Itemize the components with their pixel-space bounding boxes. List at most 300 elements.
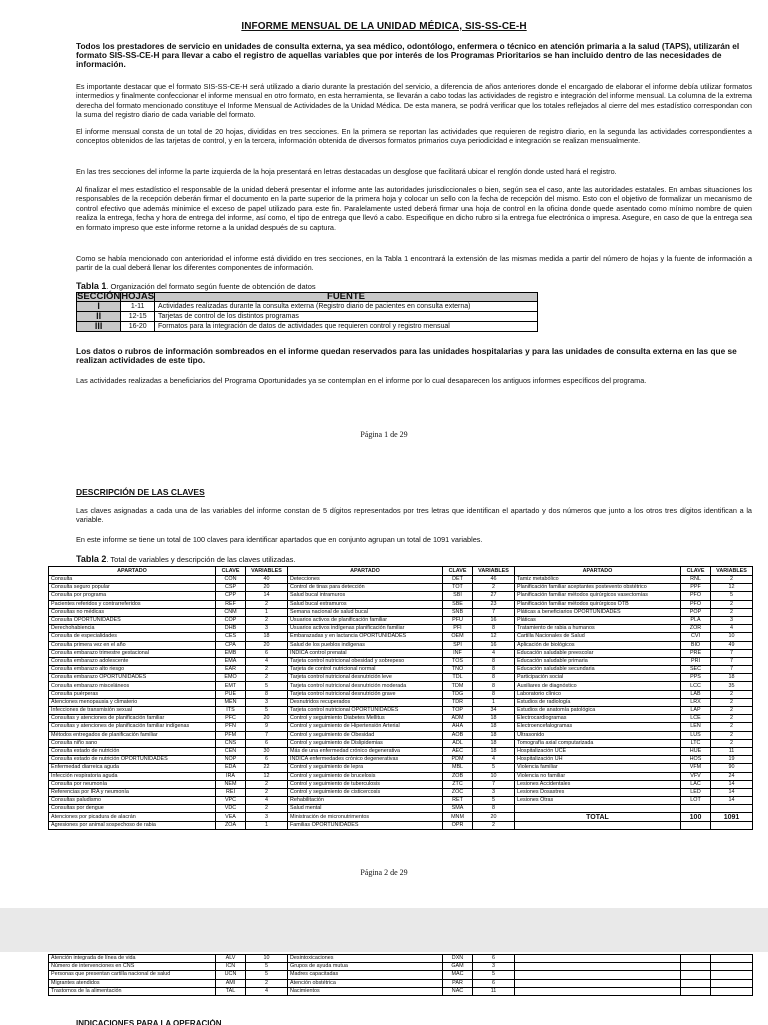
table2-cell: CNS — [216, 739, 246, 747]
table3-cell: 5 — [246, 971, 288, 979]
table2-cell: VEA — [216, 813, 246, 821]
table2-cell: CSP — [216, 584, 246, 592]
table2-cell: 90 — [711, 764, 753, 772]
table2-cell: TOT — [443, 584, 473, 592]
table3-cell: 11 — [473, 987, 515, 995]
table2-cell: MEN — [216, 698, 246, 706]
table2-cell: 4 — [246, 797, 288, 805]
table2-cell — [681, 821, 711, 829]
table2-cell: Estudios de radiología — [515, 698, 681, 706]
table2-row — [49, 698, 753, 706]
table2-cell: Auxiliares de diagnóstico — [515, 682, 681, 690]
document-title: INFORME MENSUAL DE LA UNIDAD MÉDICA, SIS-SS-CE-H — [241, 21, 527, 32]
table2-cell: VPC — [216, 797, 246, 805]
table2-cell: 23 — [473, 600, 515, 608]
table3-cell: Atención integrada de línea de vida — [49, 955, 216, 963]
table2-cell: SPI — [443, 641, 473, 649]
table2-cell: Consultas por dengue — [49, 805, 216, 813]
table2-cell: 5 — [246, 682, 288, 690]
table2-row — [49, 797, 753, 805]
table3-cell — [711, 955, 753, 963]
page-number-2: Página 2 de 29 — [360, 868, 408, 877]
table2-cell: Usuarios activos de planificación familiar — [288, 616, 443, 624]
table2-header: VARIABLES — [473, 567, 515, 576]
table2-cell: Tarjeta control nutricional obesidad y sobrepeso — [288, 657, 443, 665]
table3-cell: 2 — [246, 979, 288, 987]
table2-cell: 20 — [246, 641, 288, 649]
table2-cell: 8 — [473, 674, 515, 682]
table2-cell: Participación social — [515, 674, 681, 682]
table2-cell: Planificación familiar métodos quirúrgicos OTB — [515, 600, 681, 608]
table2-cell: TOP — [443, 707, 473, 715]
table2-row — [49, 666, 753, 674]
table2-header: CLAVE — [443, 567, 473, 576]
table2-cell: 18 — [246, 633, 288, 641]
table2-cell: Tomografía axial computarizada — [515, 739, 681, 747]
table3-cell: Migrantes atendidos — [49, 979, 216, 987]
table2-cell: NEM — [216, 780, 246, 788]
table2-cell: MBL — [443, 764, 473, 772]
table2-cell: LUS — [681, 731, 711, 739]
table2-cell: Infección respiratoria aguda — [49, 772, 216, 780]
table2-cell: Pláticas a beneficiarios OPORTUNIDADES — [515, 608, 681, 616]
table2-header: APARTADO — [49, 567, 216, 576]
table2-cell: Detecciones — [288, 576, 443, 584]
table3-cell — [681, 971, 711, 979]
table2-cell: Atenciones por picadura de alacrán — [49, 813, 216, 821]
table2-cell: DET — [443, 576, 473, 584]
table2-cell: 100 — [681, 813, 711, 821]
table1-caption: . Organización del formato según fuente de obtención de datos — [106, 282, 316, 291]
paragraph-1: Es importante destacar que el formato SIS-SS-CE-H será utilizado a diario durante la prestación del servicio, a diferencia de años anteriores donde el encargado de elaborar el informe debía utilizar formatos intermedios y finalmente confeccionar el informe mensual en otro formato, en esta herramienta, se llevarán a cabo todas las actividades de registro e integración del informe mensual. La columna de la extrema derecha del formato mencionado constituye el Informe Mensual de Actividades de la Unidad Médica. De esta manera, se podrá verificar que los totales reflejados al cierre del mes estadístico correspondan con la suma del registro diario de cada variable del formato. — [76, 82, 752, 120]
table3-cell: Desintoxicaciones — [288, 955, 443, 963]
table2-cell: 9 — [246, 723, 288, 731]
table2-header-row — [49, 567, 753, 576]
table2-cell: 18 — [473, 731, 515, 739]
table2-cell: 12 — [711, 584, 753, 592]
paragraph-2: El informe mensual consta de un total de 20 hojas, divididas en tres secciones. En la primera se reportan las actividades que requieren de registro diario, en la segunda las actividades correspondientes a conceptos obtenidos de las tarjetas de control, y en la tercera, información obtenida de diversos formatos primarios cuya periodicidad e integración se realizan mensualmente. — [76, 127, 752, 146]
table2-cell: PFI — [443, 625, 473, 633]
table2-cell: TOS — [443, 657, 473, 665]
table2-cell: PRI — [681, 657, 711, 665]
table2-cell: Semana nacional de salud bucal — [288, 608, 443, 616]
table2-cell: ZOB — [443, 772, 473, 780]
table2-cell: Control y seguimiento de Dislipidemias — [288, 739, 443, 747]
table2-cell: 8 — [473, 657, 515, 665]
table2-cell: Control y seguimiento de tuberculosis — [288, 780, 443, 788]
table2-cell: PFO — [681, 592, 711, 600]
table1-cell: 1-11 — [121, 302, 155, 312]
shaded-data-note: Los datos o rubros de información sombreados en el informe quedan reservados para las unidades hospitalarias y para las unidades de consulta externa en las que se realizan actividades de este tipo. — [76, 346, 737, 365]
table2-row — [49, 584, 753, 592]
table2-cell: CVI — [681, 633, 711, 641]
table2-row — [49, 772, 753, 780]
table2-cell: Salud bucal extramuros — [288, 600, 443, 608]
table3-cell — [711, 963, 753, 971]
table2-cell: 3 — [473, 788, 515, 796]
table3-cell — [711, 971, 753, 979]
table2-cell: INF — [443, 649, 473, 657]
table3-cell — [711, 987, 753, 995]
table2-header: VARIABLES — [246, 567, 288, 576]
table2-cell: 5 — [473, 764, 515, 772]
table2-cell: EMO — [216, 674, 246, 682]
table2-cell: EAR — [216, 666, 246, 674]
table2-body — [49, 576, 753, 830]
table2-cell: 46 — [473, 576, 515, 584]
table3-cell: Trastornos de la alimentación — [49, 987, 216, 995]
table3-cell — [711, 979, 753, 987]
table2-cell: 7 — [711, 649, 753, 657]
table2-row — [49, 616, 753, 624]
table2-cell: AHA — [443, 723, 473, 731]
table2-cell: 5 — [246, 707, 288, 715]
table3 — [48, 954, 753, 996]
table2-cell: REI — [216, 788, 246, 796]
table2-row — [49, 723, 753, 731]
table2-cell: Hospitalización UCE — [515, 747, 681, 755]
table2-cell: 2 — [246, 788, 288, 796]
table2-cell: VFM — [681, 764, 711, 772]
table2-cell: 18 — [473, 739, 515, 747]
table3-cell: NAC — [443, 987, 473, 995]
table2-header: APARTADO — [288, 567, 443, 576]
table2-cell: ADL — [443, 739, 473, 747]
table2-cell: 2 — [711, 707, 753, 715]
table1-row — [77, 302, 538, 312]
table2-cell: Consulta de especialidades — [49, 633, 216, 641]
table2-cell: Control y seguimiento de cisticercosis — [288, 788, 443, 796]
table3-cell: Grupos de ayuda mutua — [288, 963, 443, 971]
table2-cell: Educación saludable preescolar — [515, 649, 681, 657]
table2-cell: OEM — [443, 633, 473, 641]
table1-cell: III — [77, 322, 121, 332]
table2-cell: ZOR — [681, 625, 711, 633]
table3-cell: 3 — [473, 963, 515, 971]
table1-cell: Actividades realizadas durante la consulta externa (Registro diario de pacientes en consulta externa) — [155, 302, 538, 312]
table2-cell: 12 — [473, 633, 515, 641]
table3-cell — [681, 987, 711, 995]
table2-cell: CPA — [216, 641, 246, 649]
table2-cell: Tratamiento de rabia a humanos — [515, 625, 681, 633]
table2-cell: LCE — [681, 715, 711, 723]
table1-cell: Tarjetas de control de los distintos programas — [155, 312, 538, 322]
table3-cell — [515, 955, 681, 963]
table3-cell — [515, 987, 681, 995]
table2-cell: Cartilla Nacionales de Salud — [515, 633, 681, 641]
table1-row — [77, 322, 538, 332]
table2-cell: Control de tinas para detección — [288, 584, 443, 592]
paragraph-3: En las tres secciones del informe la parte izquierda de la hoja presentará en letras destacadas un desglose que facilitará ubicar el renglón donde usted hará el registro. — [76, 167, 617, 176]
table2-cell: Familias OPORTUNIDADES — [288, 821, 443, 829]
table3-cell: Madres capacitadas — [288, 971, 443, 979]
table2-row — [49, 739, 753, 747]
table2-cell: 2 — [246, 674, 288, 682]
table2-cell: 4 — [246, 657, 288, 665]
table2-cell: RNL — [681, 576, 711, 584]
table2-cell — [711, 821, 753, 829]
table2-cell: 34 — [473, 707, 515, 715]
table3-cell: Personas que presentan cartilla nacional de salud — [49, 971, 216, 979]
table2-row — [49, 592, 753, 600]
table2-cell: Aplicación de biológicos — [515, 641, 681, 649]
table2-cell: 4 — [473, 649, 515, 657]
table2-cell: 10 — [711, 633, 753, 641]
table2-cell: Control y seguimiento de Obesidad — [288, 731, 443, 739]
table2-cell: 1 — [246, 821, 288, 829]
table2-cell: POP — [681, 608, 711, 616]
table2-cell: 18 — [473, 747, 515, 755]
table2-cell: Pláticas — [515, 616, 681, 624]
table2-cell: Tarjeta control nutricional desnutrición leve — [288, 674, 443, 682]
table2-row — [49, 674, 753, 682]
table2-cell: 2 — [473, 584, 515, 592]
table2-cell: 7 — [473, 780, 515, 788]
table2-cell: 2 — [473, 821, 515, 829]
paragraph-8: En este informe se tiene un total de 100 claves para identificar apartados que en conjunto agrupan un total de 1091 variables. — [76, 535, 483, 544]
table3-cell — [515, 979, 681, 987]
table2-cell: PFM — [216, 731, 246, 739]
table2-cell: Educación saludable primaria — [515, 657, 681, 665]
table2-row — [49, 707, 753, 715]
table2-header: APARTADO — [515, 567, 681, 576]
table2-cell: 2 — [711, 576, 753, 584]
table2-cell: LAB — [681, 690, 711, 698]
table2-cell: 8 — [473, 805, 515, 813]
table2-cell: Salud mental — [288, 805, 443, 813]
table2-cell: 18 — [473, 723, 515, 731]
table2-cell: Consulta embarazo adolescente — [49, 657, 216, 665]
table2 — [48, 566, 753, 830]
table2-cell: Lesiones Accidentales — [515, 780, 681, 788]
table2-cell: LCC — [681, 682, 711, 690]
table2-cell: 10 — [473, 772, 515, 780]
table2-cell: Electrocardiogramas — [515, 715, 681, 723]
paragraph-7: Las claves asignadas a cada una de las variables del informe constan de 5 dígitos representados por tres letras que identifican el apartado y dos números que junto a los otros tres dígitos identifican a la variable. — [76, 506, 752, 525]
table1-cell: 16-20 — [121, 322, 155, 332]
table3-cell: TAL — [216, 987, 246, 995]
table2-cell: LAC — [681, 780, 711, 788]
table2-cell: LTC — [681, 739, 711, 747]
table2-cell: 2 — [711, 608, 753, 616]
section-heading: DESCRIPCIÓN DE LAS CLAVES — [76, 487, 205, 497]
table3-cell — [515, 963, 681, 971]
table2-cell: 19 — [711, 756, 753, 764]
table2-cell: PPS — [681, 674, 711, 682]
table2-cell: Consulta embarazo OPORTUNIDADES — [49, 674, 216, 682]
table2-cell: 7 — [711, 666, 753, 674]
table1-row — [77, 312, 538, 322]
table2-cell: 2 — [711, 731, 753, 739]
table2-cell: CES — [216, 633, 246, 641]
table2-cell: SNB — [443, 608, 473, 616]
table2-cell: 8 — [473, 682, 515, 690]
table3-cell — [681, 979, 711, 987]
table2-cell: 16 — [473, 641, 515, 649]
table2-cell: Consulta — [49, 576, 216, 584]
table2-cell: 40 — [246, 576, 288, 584]
table2-row — [49, 821, 753, 829]
table2-cell: PLA — [681, 616, 711, 624]
table2-cell: Consulta estado de nutrición — [49, 747, 216, 755]
table2-cell: Consulta por neumonía — [49, 780, 216, 788]
table2-cell: CPP — [216, 592, 246, 600]
table1-cell: I — [77, 302, 121, 312]
table2-cell: Control y seguimiento de lepra — [288, 764, 443, 772]
table2-cell: CEN — [216, 747, 246, 755]
table2-cell: 22 — [246, 764, 288, 772]
table2-cell: Más de una enfermedad crónico degenerativa — [288, 747, 443, 755]
table2-row — [49, 690, 753, 698]
table2-cell: SEC — [681, 666, 711, 674]
table2-cell: Consulta puérperas — [49, 690, 216, 698]
table2-cell: LED — [681, 788, 711, 796]
table3-cell: AMI — [216, 979, 246, 987]
table2-cell: OPR — [443, 821, 473, 829]
table2-cell: Hospitalización UH — [515, 756, 681, 764]
table2-label — [76, 554, 296, 564]
cut-off-heading: INDICACIONES PARA LA OPERACIÓN — [76, 1019, 222, 1025]
table2-cell: Laboratorio clínico — [515, 690, 681, 698]
table2-cell: 2 — [711, 698, 753, 706]
table2-cell: 5 — [711, 592, 753, 600]
table2-cell: REF — [216, 600, 246, 608]
table2-caption: . Total de variables y descripción de las claves utilizadas. — [106, 555, 296, 564]
table2-cell: EMB — [216, 649, 246, 657]
table3-row — [49, 979, 753, 987]
table2-cell — [681, 805, 711, 813]
table2-cell: Planificación familiar aceptantes postevento obstétrico — [515, 584, 681, 592]
table2-cell: Tamiz metabólico — [515, 576, 681, 584]
table2-cell: COP — [216, 616, 246, 624]
table1 — [76, 292, 538, 332]
paragraph-4: Al finalizar el mes estadístico el responsable de la unidad deberá presentar el informe ante las autoridades jurisdiccionales o bien, según sea el caso, ante las autoridades estatales. En ambas situaciones los responsables de la recepción deberán firmar el documento en la parte superior de la primera hoja y colocar un sello con la fecha de recepción del mismo. Esto con el objetivo de formalizar un mecanismo de control efectivo que además minimice el exceso de papel utilizado para este fin. Paralelamente usted deberá firmar una hoja de control en la oficina donde quede asentado como mínimo nombre de quien realiza la entrega, fecha y hora de entrega del informe, así como, el tipo de entrega que llevó a cabo. Especifique en dicho rubro si la entrega fue electrónica o impresa. Asegure, en caso de que la entrega sea en formato impreso que este informe retorne a la unidad después de su captura. — [76, 185, 752, 232]
table2-cell: Consulta por programa — [49, 592, 216, 600]
table2-cell: 7 — [473, 608, 515, 616]
table2-cell: Lesiones Dosastres — [515, 788, 681, 796]
table2-row — [49, 641, 753, 649]
page-break-gap — [0, 908, 768, 952]
table2-cell: 2 — [246, 616, 288, 624]
table3-cell: 10 — [246, 955, 288, 963]
table1-cell: II — [77, 312, 121, 322]
table2-cell: SBI — [443, 592, 473, 600]
table2-row — [49, 813, 753, 821]
table2-cell: Métodos entregados de planificación familiar — [49, 731, 216, 739]
table2-cell: 6 — [246, 756, 288, 764]
table2-cell: 4 — [473, 756, 515, 764]
table3-cell: PAR — [443, 979, 473, 987]
table2-cell: Electroencefalogramas — [515, 723, 681, 731]
table2-cell: TNO — [443, 666, 473, 674]
table2-cell: ITS — [216, 707, 246, 715]
table2-cell: Consulta niño sano — [49, 739, 216, 747]
table2-cell: Pacientes referidos y contrarreferidos — [49, 600, 216, 608]
table2-cell: ZTC — [443, 780, 473, 788]
table2-row — [49, 682, 753, 690]
table3-cell: UCN — [216, 971, 246, 979]
table2-cell — [515, 805, 681, 813]
table3-cell — [681, 955, 711, 963]
table2-cell: RET — [443, 797, 473, 805]
table2-cell: 3 — [246, 813, 288, 821]
table2-cell: EDA — [216, 764, 246, 772]
table2-cell: Consulta embarazo trimestre gestacional — [49, 649, 216, 657]
table2-cell: DHB — [216, 625, 246, 633]
table2-row — [49, 649, 753, 657]
table2-cell: 2 — [246, 780, 288, 788]
table2-cell: 4 — [711, 625, 753, 633]
table2-cell: 3 — [711, 616, 753, 624]
table2-header: CLAVE — [216, 567, 246, 576]
table2-cell: 20 — [246, 715, 288, 723]
table2-cell: PFN — [216, 723, 246, 731]
table2-cell: Rehabilitación — [288, 797, 443, 805]
table2-cell: EMA — [216, 657, 246, 665]
table2-cell: LRX — [681, 698, 711, 706]
table2-cell: 12 — [246, 772, 288, 780]
table2-row — [49, 805, 753, 813]
table3-cell: Atención obstétrica — [288, 979, 443, 987]
table2-cell: Salud de los pueblos indígenas — [288, 641, 443, 649]
table2-cell: 20 — [473, 813, 515, 821]
table2-cell: 2 — [246, 666, 288, 674]
table2-row — [49, 756, 753, 764]
intro-bold-paragraph: Todos los prestadores de servicio en unidades de consulta externa, ya sea médico, odontólogo, enfermera o técnico en atención primaria a la salud (TAPS), utilizarán el formato SIS-SS-CE-H para llevar a cabo el registro de aquellas variables que por interés de los Programas Prioritarios se han incluido dentro de las necesidades de información. — [76, 41, 740, 69]
table2-cell: Consulta estado de nutrición OPORTUNIDADES — [49, 756, 216, 764]
table2-cell: Lesiones Otras — [515, 797, 681, 805]
table2-cell: Infecciones de transmisión sexual — [49, 707, 216, 715]
table2-cell: 8 — [473, 666, 515, 674]
table2-cell: 30 — [246, 747, 288, 755]
table2-cell: 8 — [473, 690, 515, 698]
table2-row — [49, 600, 753, 608]
table2-cell: SMA — [443, 805, 473, 813]
table2-cell: VFV — [681, 772, 711, 780]
table3-cell — [515, 971, 681, 979]
table2-cell: CNM — [216, 608, 246, 616]
table2-cell: 2 — [711, 715, 753, 723]
table2-number: Tabla 2 — [76, 554, 107, 564]
table2-cell: TDG — [443, 690, 473, 698]
table2-cell: 18 — [473, 715, 515, 723]
table2-cell: 1 — [246, 608, 288, 616]
table3-cell: Número de intervenciones en CNS — [49, 963, 216, 971]
table1-header: HOJAS — [121, 291, 155, 302]
table2-cell: Consultas y atenciones de planificación familiar — [49, 715, 216, 723]
table2-cell: 14 — [246, 592, 288, 600]
table3-cell: ICN — [216, 963, 246, 971]
table1-header-row — [77, 293, 538, 302]
table2-cell: Control y seguimiento Diabetes Mellitus — [288, 715, 443, 723]
table2-cell: 16 — [473, 616, 515, 624]
table2-row — [49, 625, 753, 633]
table3-body — [49, 955, 753, 996]
table2-row — [49, 608, 753, 616]
table2-cell: PUE — [216, 690, 246, 698]
table2-cell: 8 — [473, 625, 515, 633]
table2-cell: Desnutridos recuperados — [288, 698, 443, 706]
table3-cell: DXN — [443, 955, 473, 963]
table2-cell: PFO — [681, 600, 711, 608]
table3-row — [49, 963, 753, 971]
table2-cell: Consultas no médicas — [49, 608, 216, 616]
table2-cell: 2 — [711, 723, 753, 731]
table2-cell: Ultrasonido — [515, 731, 681, 739]
table3-cell: 5 — [246, 963, 288, 971]
paragraph-6: Las actividades realizadas a beneficiarios del Programa Oportunidades ya se contemplan en el informe por lo cual desaparecen los antiguos informes específicos del programa. — [76, 376, 647, 385]
table2-cell: Agresiones por animal sospechoso de rabia — [49, 821, 216, 829]
